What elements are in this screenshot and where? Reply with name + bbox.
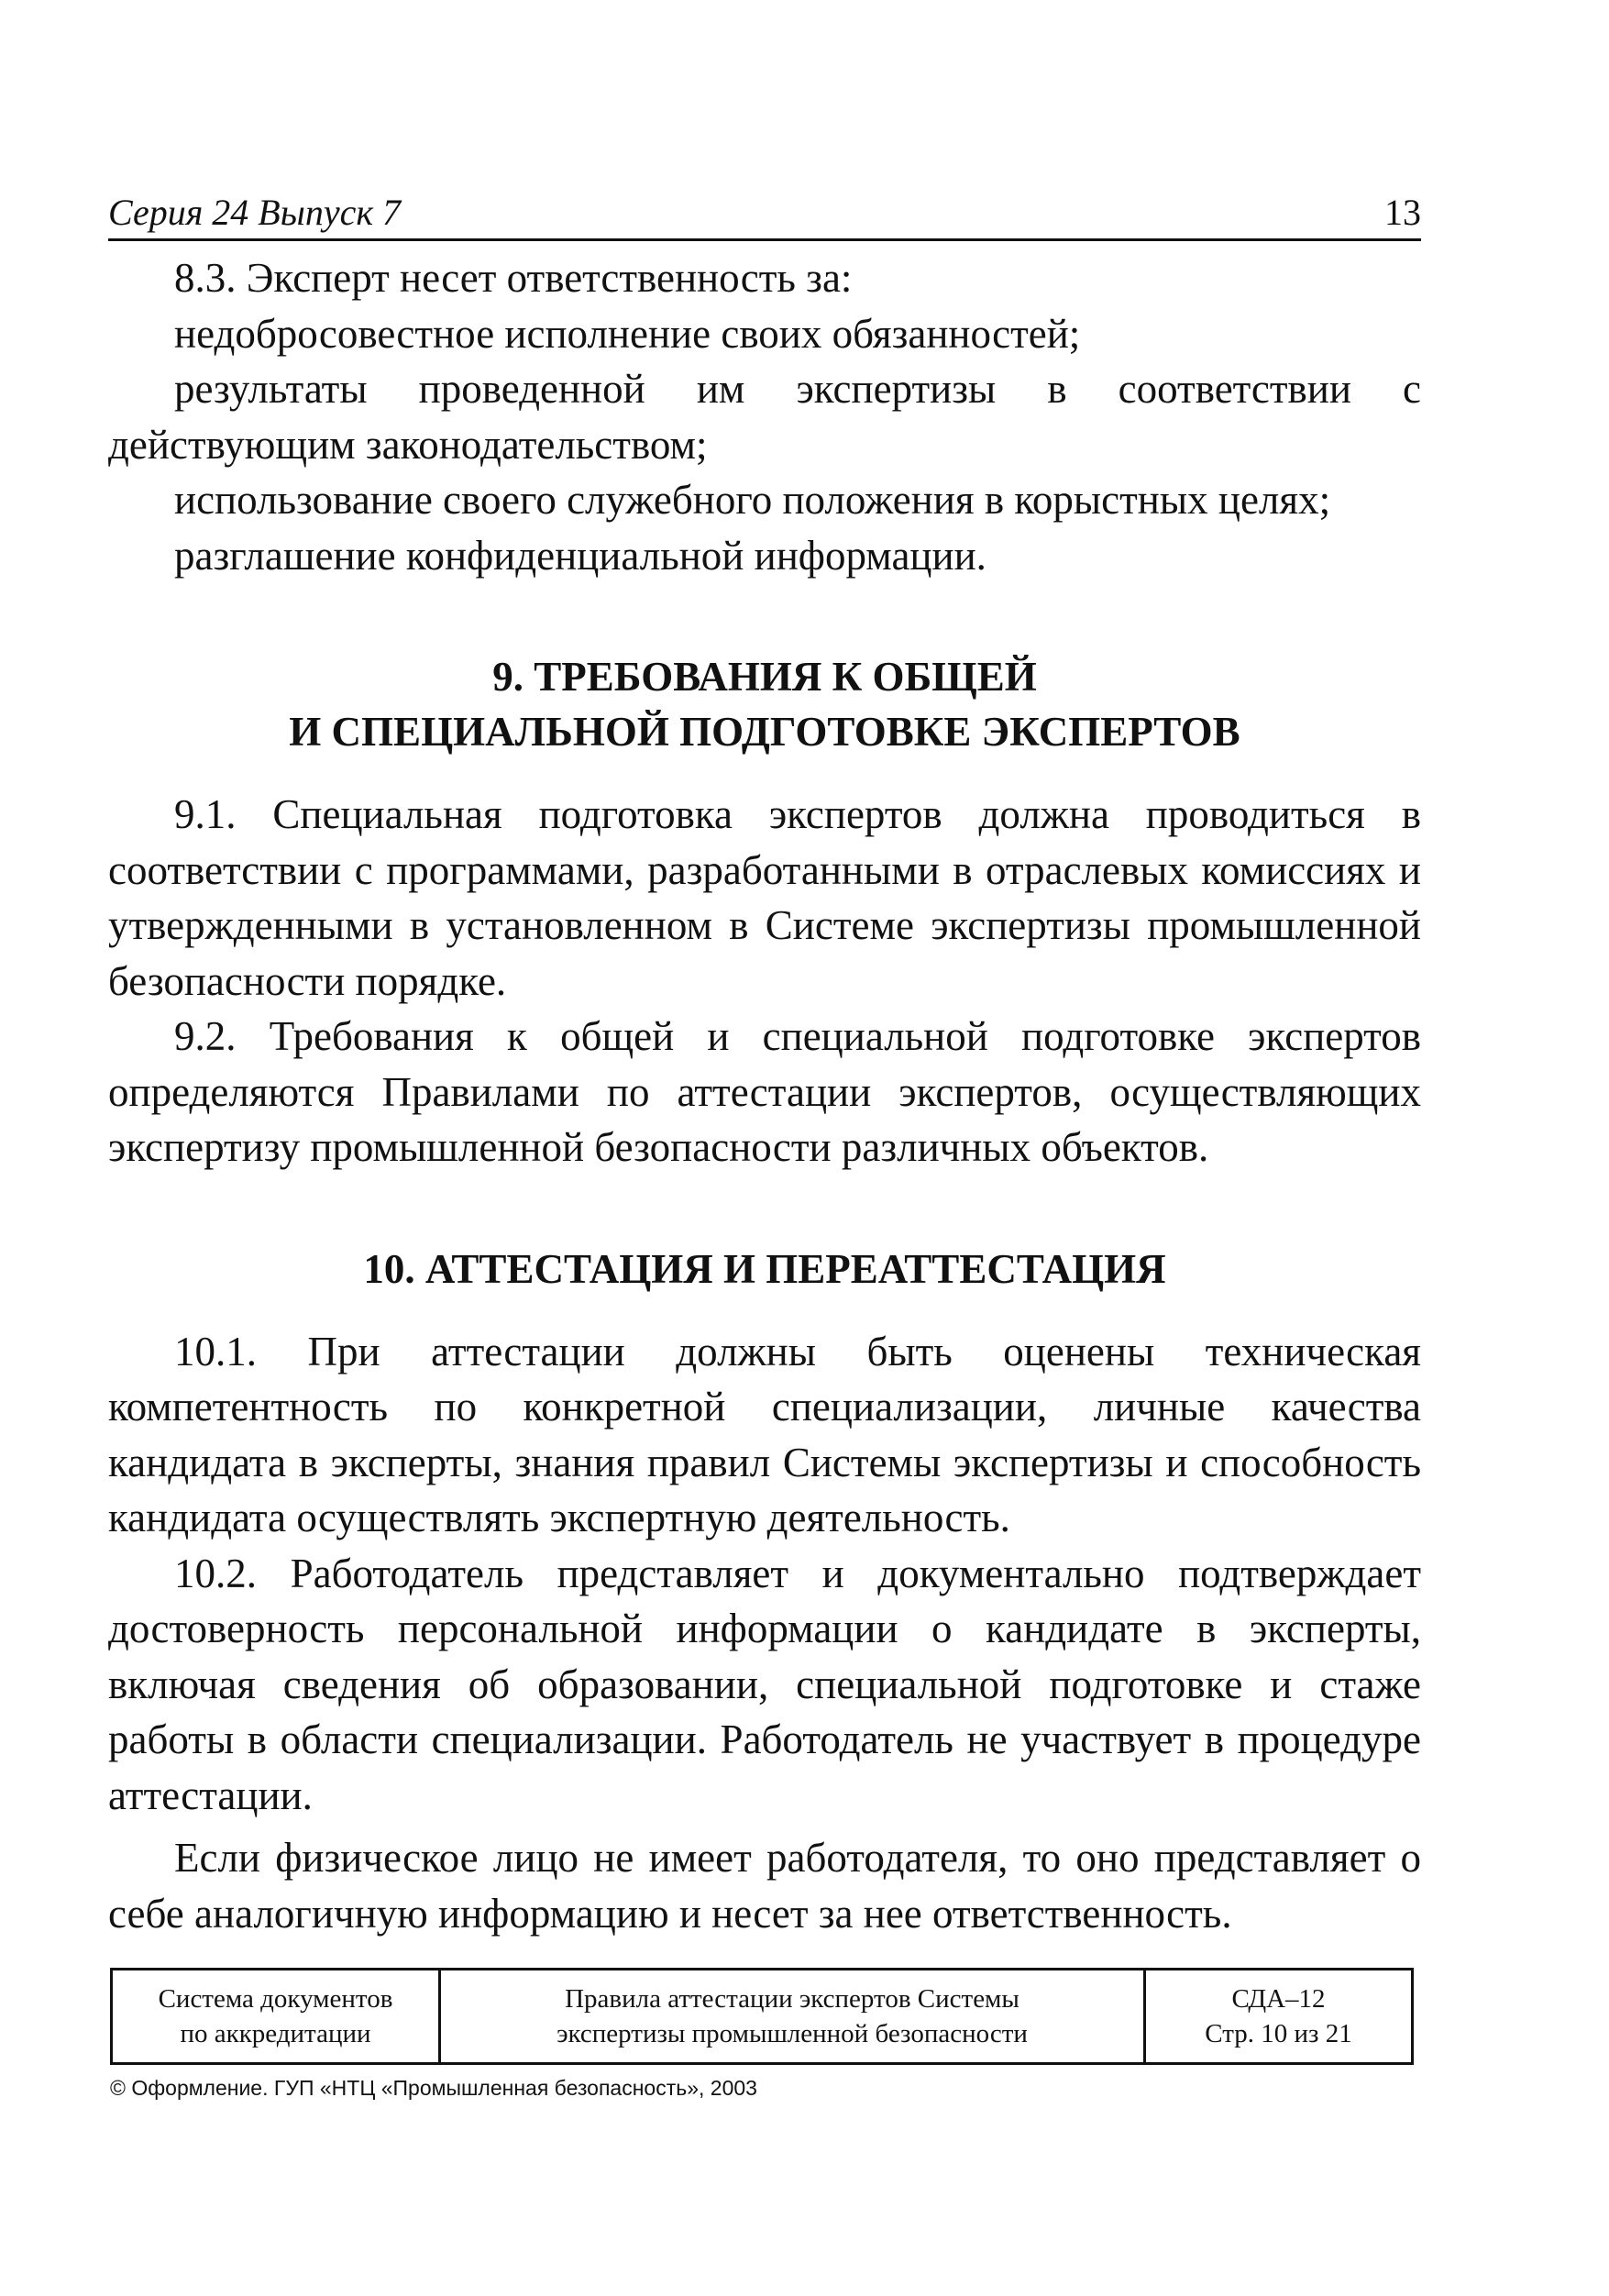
paragraph-10-1: 10.1. При аттестации должны быть оценены техническая компетентность по конкретной специализации, личные качества кандидата в эксперты, знания правил Системы экспертизы и способность кандидата осуществлять экспертную деятельность.: [108, 1328, 1421, 1540]
footer-text: Стр. 10 из 21: [1205, 2019, 1352, 2048]
list-item: недобросовестное исполнение своих обязанностей;: [174, 310, 1081, 357]
paragraph-9-1: 9.1. Специальная подготовка экспертов должна проводиться в соответствии с программами, разработанными в отраслевых комиссиях и утвержденными в установленном в Системе экспертизы промышленной безопасности порядке.: [108, 791, 1421, 1004]
paragraph-9-2: 9.2. Требования к общей и специальной подготовке экспертов определяются Правилами по аттестации экспертов, осуществляющих экспертизу промышленной безопасности различных объектов.: [108, 1013, 1421, 1170]
list-item: использование своего служебного положения в корыстных целях;: [174, 477, 1331, 523]
page-number: 13: [1384, 192, 1421, 233]
footer-text: Система документов: [158, 1984, 393, 2014]
footer-cell-code: [1146, 1970, 1411, 2062]
page-content: [108, 193, 1421, 1941]
footer-text: Правила аттестации экспертов Системы: [565, 1984, 1019, 2014]
section-10-body: [108, 1324, 1421, 1942]
list-item: результаты проведенной им экспертизы в соответствии с действующим законодательством;: [108, 366, 1421, 468]
footer-cell-system: [113, 1970, 441, 2062]
section-9-heading: [108, 649, 1421, 759]
series-label: Серия 24 Выпуск 7: [108, 192, 402, 233]
footer-text: экспертизы промышленной безопасности: [557, 2019, 1028, 2048]
section-9-heading-line1: 9. ТРЕБОВАНИЯ К ОБЩЕЙ: [492, 654, 1037, 700]
paragraph-10-2-note: Если физическое лицо не имеет работодателя, то оно представляет о себе аналогичную информацию и несет за нее ответственность.: [108, 1835, 1421, 1937]
copyright-line: © Оформление. ГУП «НТЦ «Промышленная безопасность», 2003: [110, 2076, 757, 2100]
section-10-heading: 10. АТТЕСТАЦИЯ И ПЕРЕАТТЕСТАЦИЯ: [363, 1245, 1166, 1292]
paragraph-8-3: 8.3. Эксперт несет ответственность за:: [174, 255, 853, 301]
footer-cell-title: [441, 1970, 1146, 2062]
running-header: [108, 193, 1421, 241]
section-8-body: [108, 250, 1421, 583]
document-footer-table: [110, 1968, 1414, 2065]
paragraph-10-2: 10.2. Работодатель представляет и документально подтверждает достоверность персональной информации о кандидате в эксперты, включая сведения об образовании, специальной подготовке и стаже работы в области специализации. Работодатель не участвует в процедуре аттестации.: [108, 1550, 1421, 1818]
footer-text: СДА–12: [1231, 1984, 1326, 2014]
list-item: разглашение конфиденциальной информации.: [174, 532, 986, 579]
section-9-heading-line2: И СПЕЦИАЛЬНОЙ ПОДГОТОВКЕ ЭКСПЕРТОВ: [289, 709, 1240, 755]
footer-text: по аккредитации: [180, 2019, 371, 2048]
section-9-body: [108, 787, 1421, 1176]
